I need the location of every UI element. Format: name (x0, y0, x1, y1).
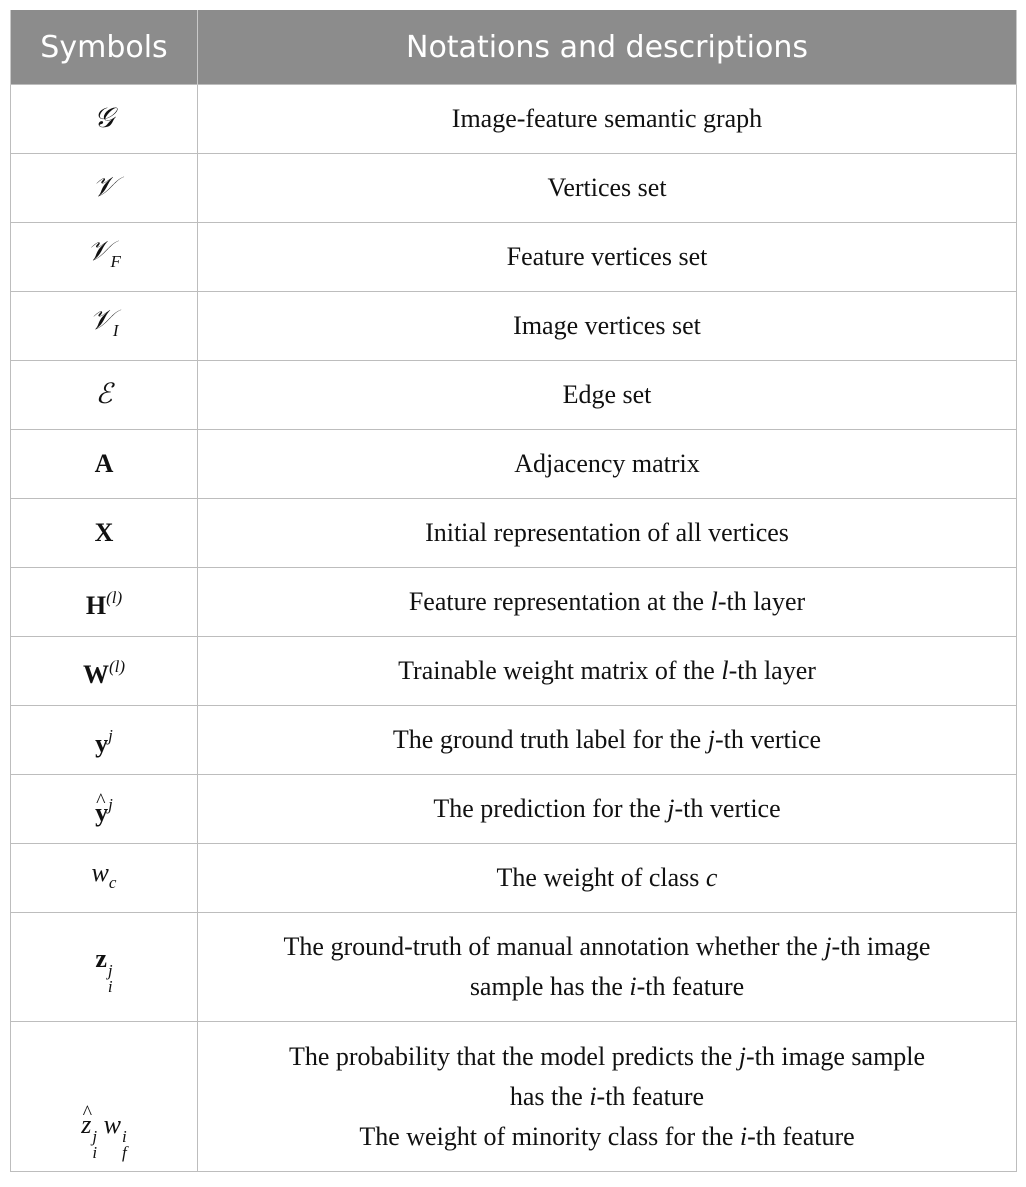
description-text: The weight of class (496, 863, 706, 892)
symbol-base: w (91, 858, 109, 887)
description-text: The ground-truth of manual annotation whether the (283, 932, 825, 961)
symbol-subscript: c (108, 873, 117, 892)
symbol-base: ^ z (81, 1105, 91, 1145)
table-row (11, 1022, 1017, 1172)
description-text: Feature representation at the (408, 587, 711, 616)
table-row (11, 223, 1017, 292)
description-cell (198, 568, 1017, 637)
description-variable: i (629, 972, 637, 1001)
description-text: -th feature (596, 1081, 705, 1111)
table-row (11, 499, 1017, 568)
symbol-cell (11, 85, 198, 154)
table-row (11, 913, 1017, 1022)
description-text: -th vertice (714, 725, 822, 754)
symbol-subscript: i (107, 977, 113, 996)
symbol-superscript: j (92, 1127, 98, 1146)
description-cell: Vertices set (198, 154, 1017, 223)
table-row (11, 430, 1017, 499)
description-variable: j (707, 725, 715, 754)
description-cell (198, 775, 1017, 844)
symbol-superscript: j (107, 961, 113, 980)
description-cell: Edge set (198, 361, 1017, 430)
table-row (11, 568, 1017, 637)
description-line (206, 1077, 1008, 1117)
description-line (206, 1117, 1008, 1157)
symbol-cell (11, 1022, 198, 1172)
symbol-subscript: I (112, 321, 119, 340)
symbol-base: 𝒱 (92, 172, 116, 203)
symbol-superscript: (l) (106, 588, 123, 607)
symbol-base: 𝒢 (94, 103, 114, 134)
description-cell (198, 844, 1017, 913)
description-text: -th vertice (674, 794, 781, 823)
table-row (11, 292, 1017, 361)
description-line (206, 967, 1008, 1007)
symbol-subscript: f (121, 1143, 127, 1162)
description-line (206, 1037, 1008, 1077)
symbol-subscript: i (92, 1143, 98, 1162)
description-text: sample has the (469, 972, 630, 1001)
symbol-base: ℰ (95, 379, 113, 410)
symbol-cell (11, 499, 198, 568)
symbol-cell (11, 637, 198, 706)
description-cell: Initial representation of all vertices (198, 499, 1017, 568)
description-variable: j (667, 794, 675, 823)
description-cell: Image vertices set (198, 292, 1017, 361)
symbol-base: 𝒱 (89, 305, 113, 336)
symbol-base: y (95, 729, 109, 758)
table-row (11, 775, 1017, 844)
symbol-scripts (92, 1129, 97, 1161)
description-line (206, 927, 1008, 967)
symbol-cell (11, 568, 198, 637)
symbol-base: z (95, 944, 107, 973)
description-text: The probability that the model predicts the (288, 1041, 739, 1071)
description-text: The ground truth label for the (392, 725, 708, 754)
symbol-cell (11, 292, 198, 361)
description-text: -th layer (728, 656, 816, 685)
symbol-base: 𝒱 (87, 236, 111, 267)
description-cell (198, 913, 1017, 1022)
symbol-cell (11, 430, 198, 499)
table-row (11, 361, 1017, 430)
description-variable: i (739, 1121, 748, 1151)
symbol-cell (11, 361, 198, 430)
description-text: has the (509, 1081, 590, 1111)
description-text: The weight of minority class for the (359, 1121, 740, 1151)
symbol-base: X (94, 518, 114, 547)
description-text: -th image sample (746, 1041, 926, 1071)
table-row (11, 706, 1017, 775)
description-variable: l (721, 656, 729, 685)
symbol-cell (11, 844, 198, 913)
symbol-cell (11, 154, 198, 223)
description-cell (198, 1022, 1017, 1172)
symbol-base: W (82, 660, 109, 689)
table-row (11, 844, 1017, 913)
symbol-cell (11, 706, 198, 775)
description-variable: l (710, 587, 718, 616)
description-variable: c (705, 863, 718, 892)
symbol-cell (11, 775, 198, 844)
header-symbols: Symbols (11, 10, 198, 85)
description-text: Trainable weight matrix of the (398, 656, 722, 685)
description-variable: j (738, 1041, 746, 1071)
description-text: -th image (831, 932, 931, 961)
symbol-cell (11, 223, 198, 292)
description-text: -th feature (636, 972, 745, 1001)
symbol-base: w (103, 1110, 121, 1139)
description-text: The prediction for the (433, 794, 668, 823)
description-cell (198, 637, 1017, 706)
description-cell: Image-feature semantic graph (198, 85, 1017, 154)
description-cell: Feature vertices set (198, 223, 1017, 292)
symbol-cell (11, 913, 198, 1022)
notation-table (10, 10, 1017, 1172)
symbol-superscript: (l) (108, 657, 126, 676)
description-variable: j (824, 932, 832, 961)
description-variable: i (589, 1081, 597, 1111)
description-text: -th layer (717, 587, 806, 616)
table-row (11, 637, 1017, 706)
symbol-superscript: i (121, 1127, 127, 1146)
symbol-base: H (85, 591, 107, 620)
header-row (11, 10, 1017, 85)
symbol-superscript: j (108, 795, 113, 814)
symbol-subscript: F (110, 252, 121, 271)
description-cell (198, 706, 1017, 775)
table-row (11, 85, 1017, 154)
description-cell: Adjacency matrix (198, 430, 1017, 499)
header-descriptions: Notations and descriptions (198, 10, 1017, 85)
table-row (11, 154, 1017, 223)
symbol-scripts (122, 1129, 127, 1161)
description-text: -th feature (747, 1121, 855, 1151)
symbol-base: ^ y (95, 793, 108, 833)
symbol-scripts (108, 963, 113, 995)
symbol-superscript: j (108, 726, 113, 745)
symbol-base: A (94, 449, 114, 478)
